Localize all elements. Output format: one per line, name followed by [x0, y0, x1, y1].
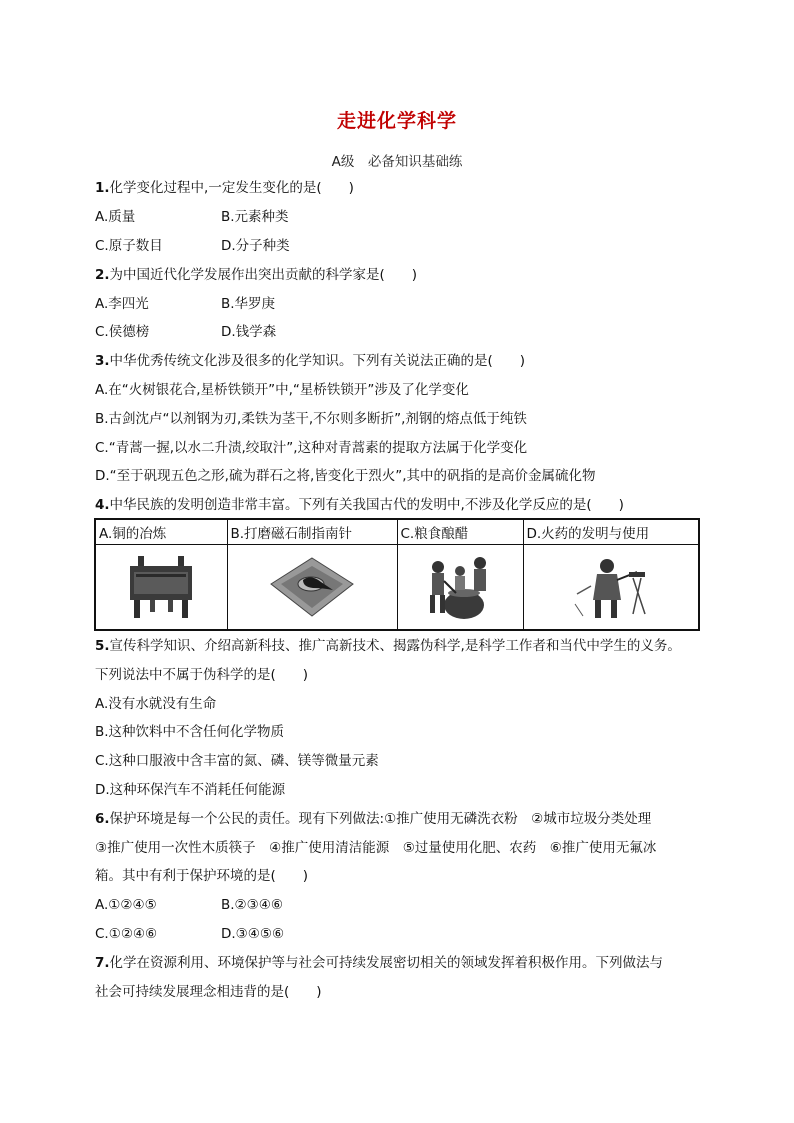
gunpowder-invention-image	[523, 545, 699, 631]
question-2-stem: 2.为中国近代化学发展作出突出贡献的科学家是( )	[95, 267, 418, 283]
q6-option-c: C.①②④⑥	[95, 926, 158, 942]
question-6-stem-line2: ③推广使用一次性木质筷子 ④推广使用清洁能源 ⑤过量使用化肥、农药 ⑥推广使用无氟冰	[95, 840, 657, 856]
q3-option-a: A.在“火树银花合,星桥铁锁开”中,“星桥铁锁开”涉及了化学变化	[95, 382, 469, 398]
q5-option-d: D.这种环保汽车不消耗任何能源	[95, 782, 286, 798]
q2-option-b: B.华罗庚	[221, 296, 276, 312]
vinegar-brewing-image	[397, 545, 523, 631]
q3-option-d: D.“至于矾现五色之形,硫为群石之将,皆变化于烈火”,其中的矾指的是高价金属硫化物	[95, 468, 596, 484]
document-title: 走进化学科学	[336, 110, 457, 132]
q1-option-a: A.质量	[95, 209, 136, 225]
q3-option-c: C.“青蒿一握,以水二升渍,绞取汁”,这种对青蒿素的提取方法属于化学变化	[95, 440, 528, 456]
q4-option-d: D.火药的发明与使用	[523, 519, 699, 545]
q2-option-d: D.钱学森	[221, 324, 277, 340]
q4-option-b: B.打磨磁石制指南针	[227, 519, 397, 545]
question-7-stem-line2: 社会可持续发展理念相违背的是( )	[95, 984, 322, 1000]
q5-option-c: C.这种口服液中含丰富的氮、磷、镁等微量元素	[95, 753, 379, 769]
q4-option-c: C.粮食酿醋	[397, 519, 523, 545]
bronze-ding-image	[95, 545, 227, 631]
q5-option-b: B.这种饮料中不含任何化学物质	[95, 724, 285, 740]
q5-option-a: A.没有水就没有生命	[95, 696, 217, 712]
question-1-stem: 1.化学变化过程中,一定发生变化的是( )	[95, 180, 354, 196]
q4-options-table	[94, 518, 700, 631]
q1-option-c: C.原子数目	[95, 238, 163, 254]
q2-option-c: C.侯德榜	[95, 324, 150, 340]
question-6-stem-line3: 箱。其中有利于保护环境的是( )	[95, 868, 309, 884]
question-5-stem-line1: 5.宣传科学知识、介绍高新科技、推广高新技术、揭露伪科学,是科学工作者和当代中学生的义务。	[95, 638, 681, 654]
q2-option-a: A.李四光	[95, 296, 149, 312]
q6-option-b: B.②③④⑥	[221, 897, 283, 913]
section-subtitle: A级 必备知识基础练	[331, 154, 463, 170]
compass-sinan-image	[227, 545, 397, 631]
question-7-stem-line1: 7.化学在资源利用、环境保护等与社会可持续发展密切相关的领域发挥着积极作用。下列做法与	[95, 955, 664, 971]
q6-option-a: A.①②④⑤	[95, 897, 157, 913]
q1-option-b: B.元素种类	[221, 209, 289, 225]
question-5-stem-line2: 下列说法中不属于伪科学的是( )	[95, 667, 309, 683]
q6-option-d: D.③④⑤⑥	[221, 926, 285, 942]
question-6-stem-line1: 6.保护环境是每一个公民的责任。现有下列做法:①推广使用无磷洗衣粉 ②城市垃圾分类处理	[95, 811, 652, 827]
question-4-stem: 4.中华民族的发明创造非常丰富。下列有关我国古代的发明中,不涉及化学反应的是( )	[95, 497, 624, 513]
q1-option-d: D.分子种类	[221, 238, 290, 254]
q3-option-b: B.古剑沈卢“以剂钢为刃,柔铁为茎干,不尔则多断折”,剂钢的熔点低于纯铁	[95, 411, 527, 427]
q4-option-a: A.铜的冶炼	[95, 519, 227, 545]
question-3-stem: 3.中华优秀传统文化涉及很多的化学知识。下列有关说法正确的是( )	[95, 353, 526, 369]
